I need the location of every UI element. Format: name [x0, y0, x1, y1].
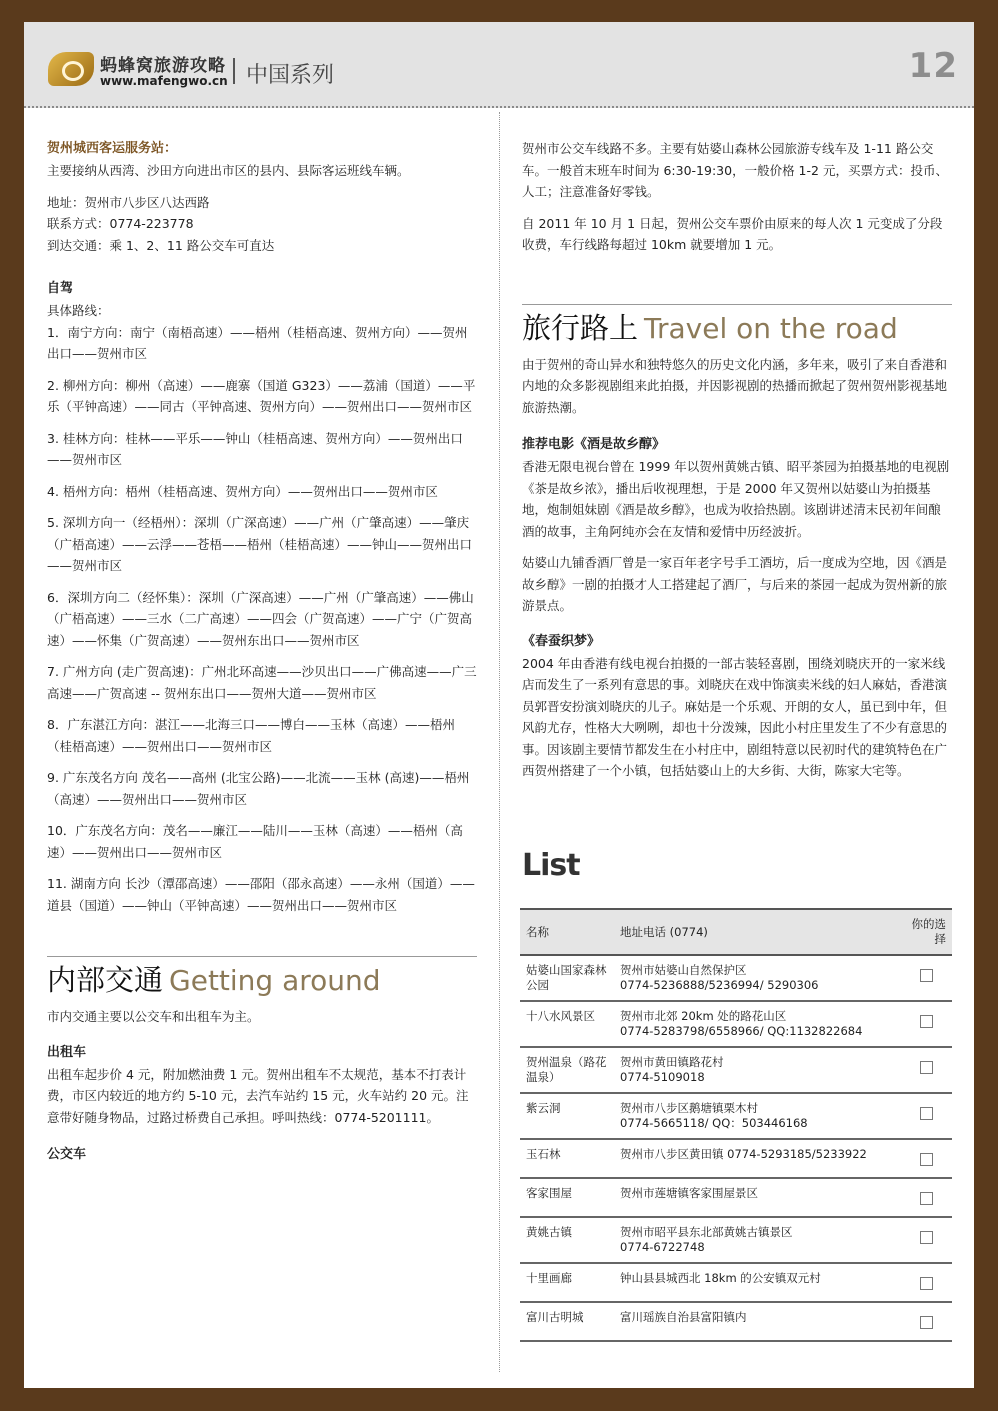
mafengwo-logo-icon	[48, 52, 94, 86]
station-address: 地址：贺州市八步区八达西路	[47, 194, 210, 210]
choice-checkbox[interactable]	[920, 1192, 933, 1205]
choice-cell	[900, 1001, 952, 1047]
row-phone: 0774-5283798/6558966/ QQ:1132822684	[620, 1024, 863, 1038]
choice-checkbox[interactable]	[920, 1231, 933, 1244]
travel-heading	[522, 304, 952, 348]
route-item: 5. 深圳方向一（经梧州）：深圳（广深高速）——广州（广肇高速）——肇庆（广梧高速）——云浮——苍梧——梧州（桂梧高速）——钟山——贺州出口——贺州市区	[47, 515, 473, 573]
getting-around-title-en: Getting around	[169, 964, 381, 997]
table-header-row	[520, 909, 952, 955]
row-name: 十里画廊	[520, 1263, 614, 1302]
header-choice: 你的选择	[900, 909, 952, 955]
route-item: 1．南宁方向：南宁（南梧高速）——梧州（桂梧高速、贺州方向）——贺州出口——贺州市区	[47, 324, 468, 361]
station-title: 贺州城西客运服务站：	[47, 141, 178, 156]
getting-around-desc: 市内交通主要以公交车和出租车为主。	[47, 1009, 260, 1024]
row-addr: 贺州市姑婆山自然保护区	[620, 963, 747, 977]
route-item: 10．广东茂名方向：茂名——廉江——陆川——玉林（高速）——梧州（高速）——贺州出口——贺州市区	[47, 823, 463, 860]
row-address	[614, 1302, 900, 1341]
page-number: 12	[908, 46, 958, 86]
travel-title-cn: 旅行路上	[522, 310, 639, 345]
table-row	[520, 955, 952, 1001]
row-address	[614, 1093, 900, 1139]
row-addr: 贺州市莲塘镇客家围屋景区	[620, 1186, 758, 1200]
list-title: List	[522, 848, 580, 883]
taxi-desc: 出租车起步价 4 元，附加燃油费 1 元。贺州出租车不太规范，基本不打表计费，市区内较近的地方约 5-10 元，去汽车站约 15 元，火车站约 20 元。注意带好随身物品，过路过桥费自己承担。呼叫热线：0774-5201111。	[47, 1066, 469, 1125]
row-address	[614, 1178, 900, 1217]
table-row	[520, 1139, 952, 1178]
logo-url: www.mafengwo.cn	[100, 74, 228, 88]
row-name: 贺州温泉（路花温泉）	[520, 1047, 614, 1093]
silk-title: 《春蚕织梦》	[522, 633, 601, 649]
movie-paragraph: 香港无限电视台曾在 1999 年以贺州黄姚古镇、昭平茶园为拍摄基地的电视剧《茶是故乡浓》，播出后收视理想，于是 2000 年又贺州以姑婆山为拍摄基地，炮制姐妹剧《酒是故乡醇》，也成为收拾热剧。该剧讲述清末民初年间酿酒的故事，主角阿纯亦会在友情和爱情中历经波折。	[522, 459, 950, 539]
choice-cell	[900, 1178, 952, 1217]
row-addr: 贺州市八步区黄田镇 0774-5293185/5233922	[620, 1147, 867, 1161]
row-phone: 0774-5236888/5236994/ 5290306	[620, 978, 819, 992]
travel-title-en: Travel on the road	[644, 311, 898, 345]
bus-desc: 贺州市公交车线路不多。主要有姑婆山森林公园旅游专线车及 1-11 路公交车。一般首末班车时间为 6:30-19:30，一般价格 1-2 元，买票方式：投币、人工；注意准备好零钱。	[522, 141, 948, 199]
movie-paragraph: 姑婆山九铺香酒厂曾是一家百年老字号手工酒坊，后一度成为空地，因《酒是故乡醇》一剧的拍摄才人工搭建起了酒厂，与后来的茶园一起成为贺州新的旅游景点。	[522, 555, 948, 613]
route-item: 3. 桂林方向：桂林——平乐——钟山（桂梧高速、贺州方向）——贺州出口——贺州市区	[47, 430, 463, 467]
route-item: 2. 柳州方向：柳州（高速）——鹿寨（国道 G323）——荔浦（国道）——平乐（平钟高速）——同古（平钟高速、贺州方向）——贺州出口——贺州市区	[47, 377, 476, 414]
table-row	[520, 1047, 952, 1093]
page	[24, 22, 974, 1388]
route-item: 6．深圳方向二（经怀集）：深圳（广深高速）——广州（广肇高速）——佛山（广梧高速）——三水（二广高速）——四会（广贺高速）——广宁（广贺高速）——怀集（广贺高速）——贺州东出口——贺州市区	[47, 589, 474, 648]
header-name: 名称	[520, 909, 614, 955]
row-addr: 贺州市八步区鹅塘镇栗木村	[620, 1101, 758, 1115]
choice-cell	[900, 955, 952, 1001]
row-name: 客家围屋	[520, 1178, 614, 1217]
row-name: 富川古明城	[520, 1302, 614, 1341]
route-item: 9. 广东茂名方向 茂名——高州 (北宝公路)——北流——玉林 (高速)——梧州（高速）——贺州出口——贺州市区	[47, 770, 470, 807]
table-row	[520, 1001, 952, 1047]
movie-title: 推荐电影《酒是故乡醇》	[522, 437, 666, 452]
page-header	[24, 22, 974, 108]
routes-label: 具体路线：	[47, 303, 110, 318]
row-name: 姑婆山国家森林公园	[520, 955, 614, 1001]
table-row	[520, 1217, 952, 1263]
row-addr: 钟山县县城西北 18km 的公安镇双元村	[620, 1271, 821, 1285]
choice-checkbox[interactable]	[920, 1316, 933, 1329]
row-name: 十八水风景区	[520, 1001, 614, 1047]
row-address	[614, 1047, 900, 1093]
drive-title: 自驾	[47, 281, 74, 296]
choice-checkbox[interactable]	[920, 1277, 933, 1290]
choice-cell	[900, 1139, 952, 1178]
route-item: 11. 湖南方向 长沙（潭邵高速）——邵阳（邵永高速）——永州（国道）——道县（国道）——钟山（平钟高速）——贺州出口——贺州市区	[47, 876, 475, 913]
choice-cell	[900, 1093, 952, 1139]
choice-checkbox[interactable]	[920, 1061, 933, 1074]
route-item: 8．广东湛江方向：湛江——北海三口——博白——玉林（高速）——梧州（桂梧高速）——贺州出口——贺州市区	[47, 717, 455, 754]
row-addr: 贺州市黄田镇路花村	[620, 1055, 724, 1069]
choice-checkbox[interactable]	[920, 1107, 933, 1120]
station-phone: 联系方式：0774-223778	[47, 216, 194, 231]
row-address	[614, 1139, 900, 1178]
station-desc: 主要接纳从西湾、沙田方向进出市区的县内、县际客运班线车辆。	[47, 163, 410, 178]
table-row	[520, 1302, 952, 1341]
row-name: 紫云洞	[520, 1093, 614, 1139]
row-address	[614, 1217, 900, 1263]
choice-cell	[900, 1302, 952, 1341]
row-addr: 贺州市昭平县东北部黄姚古镇景区	[620, 1225, 793, 1239]
bus-title: 公交车	[47, 1147, 87, 1162]
header-address: 地址电话 (0774)	[614, 909, 900, 955]
attractions-table	[520, 908, 952, 1342]
silk-paragraph: 2004 年由香港有线电视台拍摄的一部古装轻喜剧，围绕刘晓庆开的一家米线店而发生了一系列有意思的事。刘晓庆在戏中饰演卖米线的妇人麻姑，香港演员郭晋安扮演刘晓庆的儿子。麻姑是一个乐观、开朗的女人，虽已到中年，但风韵尤存，性格大大咧咧，却也十分泼辣，因此小村庄里发生了不少有意思的事。因该剧主要情节都发生在小村庄中，剧组特意以民初时代的建筑特色在广西贺州搭建了一个小镇，包括姑婆山上的大乡街、大街，陈家大宅等。	[522, 655, 948, 778]
row-phone: 0774-5109018	[620, 1070, 705, 1084]
logo-name: 蚂蜂窝旅游攻略	[100, 56, 226, 76]
taxi-title: 出租车	[47, 1044, 87, 1060]
series-title: 中国系列	[246, 63, 335, 88]
header-separator	[233, 58, 235, 84]
table-row	[520, 1178, 952, 1217]
row-phone: 0774-6722748	[620, 1240, 705, 1254]
station-transport: 到达交通：乘 1、2、11 路公交车可直达	[47, 237, 275, 253]
travel-desc: 由于贺州的奇山异水和独特悠久的历史文化内涵，多年来，吸引了来自香港和内地的众多影视剧组来此拍摄，并因影视剧的热播而掀起了贺州贺州影视基地旅游热潮。	[522, 356, 948, 415]
choice-checkbox[interactable]	[920, 969, 933, 982]
row-phone: 0774-5665118/ QQ：503446168	[620, 1116, 808, 1130]
choice-checkbox[interactable]	[920, 1015, 933, 1028]
row-addr: 贺州市北郊 20km 处的路花山区	[620, 1009, 787, 1023]
choice-cell	[900, 1217, 952, 1263]
choice-checkbox[interactable]	[920, 1153, 933, 1166]
row-name: 黄姚古镇	[520, 1217, 614, 1263]
left-column	[47, 138, 477, 1166]
table-row	[520, 1093, 952, 1139]
choice-cell	[900, 1263, 952, 1302]
getting-around-heading	[47, 956, 477, 1000]
row-name: 玉石林	[520, 1139, 614, 1178]
row-address	[614, 955, 900, 1001]
bus-fare: 自 2011 年 10 月 1 日起，贺州公交车票价由原来的每人次 1 元变成了分段收费，车行线路每超过 10km 就要增加 1 元。	[522, 215, 943, 252]
choice-cell	[900, 1047, 952, 1093]
table-row	[520, 1263, 952, 1302]
row-address	[614, 1263, 900, 1302]
route-item: 4. 梧州方向：梧州（桂梧高速、贺州方向）——贺州出口——贺州市区	[47, 483, 438, 499]
getting-around-title-cn: 内部交通	[47, 963, 164, 997]
route-item: 7. 广州方向 (走广贺高速)：广州北环高速——沙贝出口——广佛高速——广三高速——广贺高速 -- 贺州东出口——贺州大道——贺州市区	[47, 664, 477, 701]
right-column	[522, 138, 952, 782]
row-address	[614, 1001, 900, 1047]
column-divider	[499, 112, 500, 1372]
row-addr: 富川瑶族自治县富阳镇内	[620, 1310, 747, 1324]
